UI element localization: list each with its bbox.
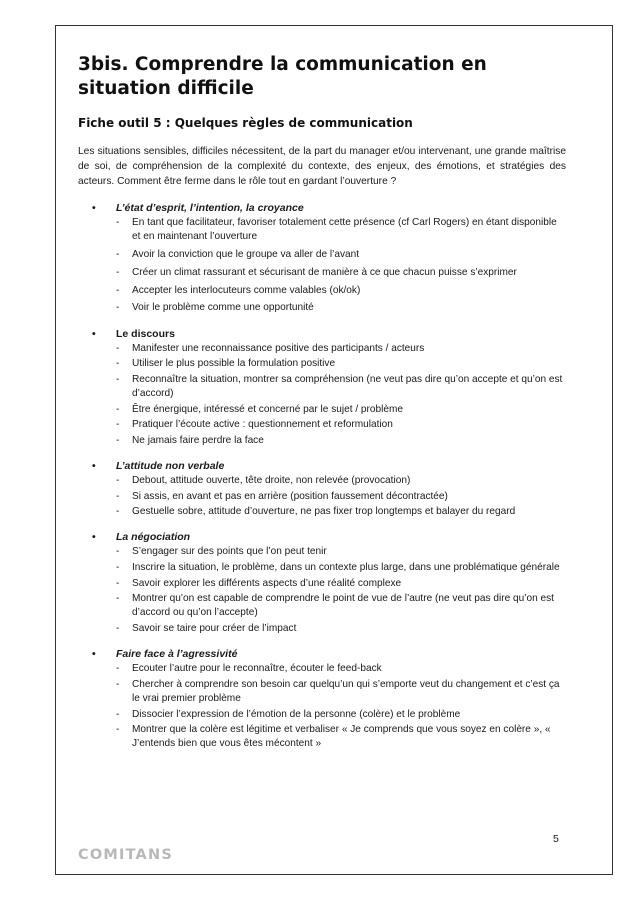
dash-icon: - [116, 678, 120, 690]
dash-icon: - [116, 358, 120, 370]
bullet-icon: • [92, 459, 96, 472]
page-number: 5 [553, 833, 559, 845]
section-title: Le discours [116, 327, 175, 340]
list-item: - Debout, attitude ouverte, tête droite, non relevée (provocation) [116, 474, 566, 488]
list-item: - Créer un climat rassurant et sécurisant de manière à ce que chacun puisse s’exprimer [116, 266, 566, 280]
list-item: - Chercher à comprendre son besoin car quelqu’un qui s’emporte veut du changement et c’est ça le vrai premier problème [116, 678, 560, 704]
list-item: - Gestuelle sobre, attitude d’ouverture, ne pas fixer trop longtemps et balayer du regard [116, 505, 566, 519]
list-item: - Être énergique, intéressé et concerné par le sujet / problème [116, 403, 566, 417]
list-item: - Manifester une reconnaissance positive des participants / acteurs [116, 342, 566, 356]
section-title: Faire face à l’agressivité [116, 648, 238, 661]
page-content [78, 53, 566, 763]
dash-icon: - [116, 403, 120, 415]
section-etat-esprit [92, 201, 566, 316]
intro-paragraph: Les situations sensibles, difficiles nécessitent, de la part du manager et/ou intervenant, une grande maîtrise de soi, de compréhension de la complexité du contexte, des enjeux, des émotions, et stratégies des acteurs. Comment être ferme dans le rôle tout en gardant l’ouverture ? [78, 146, 566, 187]
list-item: - Ecouter l’autre pour le reconnaître, écouter le feed-back [116, 662, 566, 676]
section-discours [92, 327, 566, 448]
bullet-icon: • [92, 531, 96, 544]
dash-icon: - [116, 708, 120, 720]
list-item: - Inscrire la situation, le problème, dans un contexte plus large, dans une problématique générale [116, 561, 566, 575]
dash-icon: - [116, 373, 120, 385]
dash-icon: - [116, 622, 120, 634]
dash-icon: - [116, 506, 120, 518]
section-list [92, 545, 566, 636]
dash-icon: - [116, 284, 120, 296]
page-title: 3bis. Comprendre la communication en situation difficile [78, 54, 487, 99]
dash-icon: - [116, 302, 120, 314]
dash-icon: - [116, 249, 120, 260]
dash-icon: - [116, 342, 120, 354]
list-item: - Si assis, en avant et pas en arrière (position faussement décontractée) [116, 490, 566, 504]
list-item: - Montrer que la colère est légitime et verbaliser « Je comprends que vous soyez en colère », « J’entends bien que vous êtes mécontent » [116, 724, 551, 750]
section-list [92, 474, 566, 519]
list-item: - Savoir explorer les différents aspects d’une réalité complexe [116, 577, 566, 591]
section-list [92, 216, 566, 316]
list-item: - Accepter les interlocuteurs comme valables (ok/ok) [116, 284, 566, 298]
list-item: - S’engager sur des points que l’on peut tenir [116, 545, 566, 559]
section-title: La négociation [116, 531, 191, 544]
list-item: - Voir le problème comme une opportunité [116, 301, 566, 315]
list-item: - Savoir se taire pour créer de l’impact [116, 622, 566, 636]
list-item: - Dissocier l’expression de l’émotion de la personne (colère) et le problème [116, 708, 566, 722]
page-subtitle: Fiche outil 5 : Quelques règles de communication [78, 116, 413, 130]
dash-icon: - [116, 474, 120, 486]
dash-icon: - [116, 217, 120, 228]
comitans-logo: COMITANS [78, 847, 173, 863]
dash-icon: - [116, 663, 120, 675]
dash-icon: - [116, 546, 120, 558]
list-item: - Ne jamais faire perdre la face [116, 434, 566, 448]
dash-icon: - [116, 266, 120, 278]
list-item: - Reconnaître la situation, montrer sa compréhension (ne veut pas dire qu’on accepte et qu’on est d’accord) [116, 373, 563, 399]
list-item: - En tant que facilitateur, favoriser totalement cette présence (cf Carl Rogers) en étant disponible et en maintenant l’ouverture [116, 217, 557, 243]
section-negociation [92, 530, 566, 636]
list-item: - Pratiquer l’écoute active : questionnement et reformulation [116, 418, 566, 432]
list-item: - Avoir la conviction que le groupe va aller de l’avant [116, 248, 566, 262]
dash-icon: - [116, 561, 120, 573]
section-title: L’attitude non verbale [116, 459, 225, 472]
bullet-icon: • [92, 202, 96, 214]
dash-icon: - [116, 577, 120, 589]
bullet-icon: • [92, 648, 96, 661]
dash-icon: - [116, 724, 120, 736]
dash-icon: - [116, 593, 120, 605]
list-item: - Montrer qu’on est capable de comprendre le point de vue de l’autre (ne veut pas dire qu’on est d’accord ou qu’on l’accepte) [116, 593, 554, 619]
section-title: L’état d’esprit, l’intention, la croyance [116, 202, 304, 214]
dash-icon: - [116, 434, 120, 446]
section-list [92, 662, 566, 751]
section-agressivite [92, 647, 566, 751]
section-list [92, 342, 566, 448]
dash-icon: - [116, 419, 120, 431]
bullet-icon: • [92, 327, 96, 340]
list-item: - Utiliser le plus possible la formulation positive [116, 357, 566, 371]
section-attitude-non-verbale [92, 459, 566, 519]
dash-icon: - [116, 490, 120, 502]
